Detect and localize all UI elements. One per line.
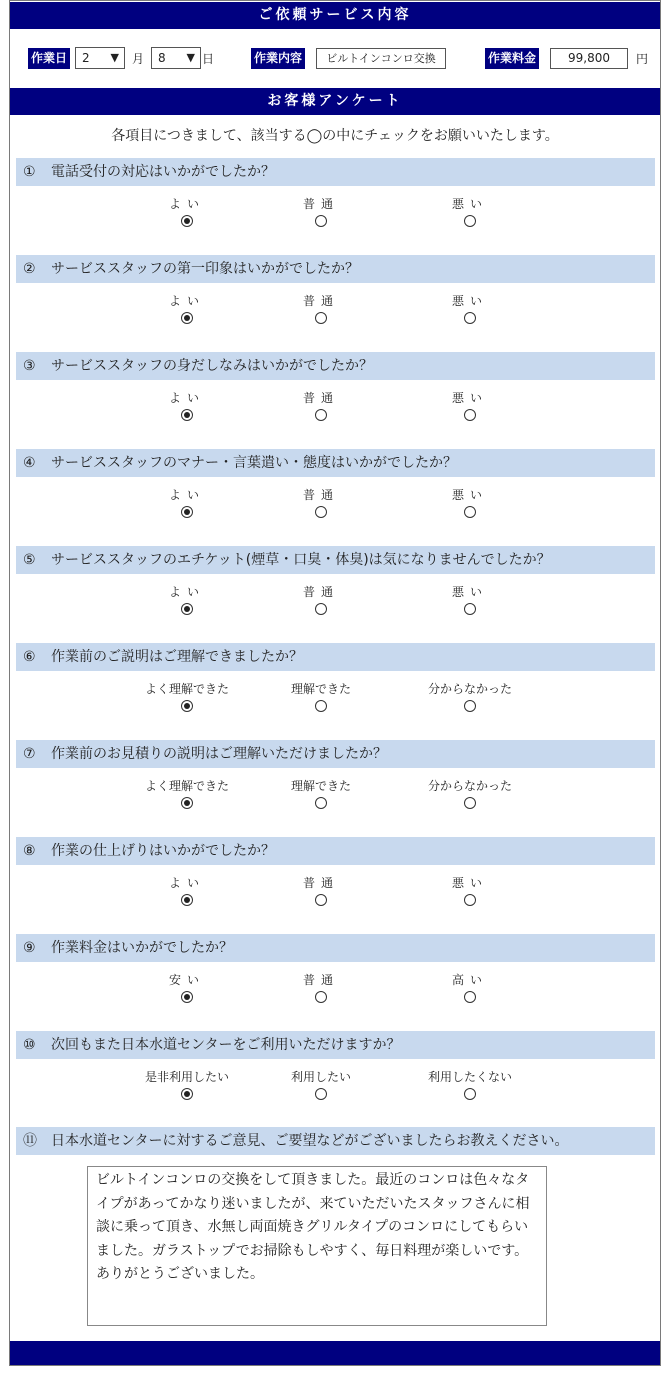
survey-form: [9, 0, 661, 1366]
question-number: ②: [23, 261, 36, 277]
question-4-header: [16, 449, 655, 477]
day-unit: 日: [202, 52, 215, 66]
day-select[interactable]: [151, 47, 201, 69]
question-3-option[interactable]: [410, 390, 530, 425]
question-9-option[interactable]: [410, 972, 530, 1007]
option-label: 悪い: [451, 391, 488, 405]
fee-value-field: 99,800: [550, 48, 628, 69]
option-label: 悪い: [451, 197, 488, 211]
question-5-option[interactable]: [261, 584, 381, 619]
option-label: 普通: [302, 197, 339, 211]
question-number: ⑥: [23, 649, 36, 665]
survey-intro: 各項目につきまして、該当する◯の中にチェックをお願いいたします。: [111, 128, 559, 144]
question-text: サービススタッフのマナー・言葉遣い・態度はいかがでしたか？: [51, 455, 457, 471]
radio-button[interactable]: [464, 991, 476, 1003]
option-label: よく理解できた: [144, 682, 229, 696]
question-10-option[interactable]: [261, 1069, 381, 1104]
question-4-option[interactable]: [261, 487, 381, 522]
question-7-option[interactable]: [410, 778, 530, 813]
question-10-option[interactable]: [127, 1069, 247, 1104]
option-label: よい: [168, 391, 205, 405]
option-label: 理解できた: [290, 779, 351, 793]
option-label: 悪い: [451, 294, 488, 308]
question-9-header: [16, 934, 655, 962]
question-4-option[interactable]: [410, 487, 530, 522]
question-number: ⑪: [23, 1133, 37, 1149]
radio-button[interactable]: [464, 506, 476, 518]
question-1-option[interactable]: [410, 196, 530, 231]
month-select[interactable]: [75, 47, 125, 69]
question-2-option[interactable]: [261, 293, 381, 328]
question-number: ⑤: [23, 552, 36, 568]
radio-button[interactable]: [464, 215, 476, 227]
radio-button[interactable]: [315, 215, 327, 227]
fee-unit: 円: [636, 52, 649, 66]
question-number: ⑨: [23, 940, 36, 956]
footer-bar: [10, 1341, 660, 1365]
radio-button[interactable]: [181, 506, 193, 518]
question-8-option[interactable]: [127, 875, 247, 910]
question-text: サービススタッフのエチケット(煙草・口臭・体臭)は気になりませんでしたか？: [51, 552, 551, 568]
radio-button[interactable]: [181, 991, 193, 1003]
question-3-option[interactable]: [261, 390, 381, 425]
question-1-header: [16, 158, 655, 186]
question-5-option[interactable]: [410, 584, 530, 619]
radio-button[interactable]: [315, 1088, 327, 1100]
radio-button[interactable]: [464, 894, 476, 906]
option-label: よい: [168, 294, 205, 308]
question-number: ③: [23, 358, 36, 374]
question-9-option[interactable]: [261, 972, 381, 1007]
question-text: 日本水道センターに対するご意見、ご要望などがございましたらお教えください。: [51, 1133, 569, 1149]
day-value: 8: [158, 51, 166, 65]
question-number: ①: [23, 164, 36, 180]
option-label: 普通: [302, 876, 339, 890]
question-number: ⑦: [23, 746, 36, 762]
question-number: ⑧: [23, 843, 36, 859]
radio-button[interactable]: [181, 603, 193, 615]
question-2-option[interactable]: [410, 293, 530, 328]
radio-button[interactable]: [464, 603, 476, 615]
radio-button[interactable]: [315, 506, 327, 518]
radio-button[interactable]: [181, 409, 193, 421]
question-text: 次回もまた日本水道センターをご利用いただけますか？: [51, 1037, 401, 1053]
option-label: 普通: [302, 585, 339, 599]
option-label: 利用したくない: [427, 1070, 512, 1084]
option-label: 是非利用したい: [144, 1070, 229, 1084]
radio-button[interactable]: [315, 409, 327, 421]
question-number: ④: [23, 455, 36, 471]
question-text: 作業前のご説明はご理解できましたか？: [51, 649, 303, 665]
option-label: 利用したい: [290, 1070, 351, 1084]
radio-button[interactable]: [315, 603, 327, 615]
question-1-option[interactable]: [261, 196, 381, 231]
question-5-option[interactable]: [127, 584, 247, 619]
question-6-option[interactable]: [410, 681, 530, 716]
radio-button[interactable]: [315, 894, 327, 906]
option-label: 分からなかった: [427, 779, 512, 793]
survey-section-title: お客様アンケート: [10, 88, 660, 115]
work-value-field: ビルトインコンロ交換: [316, 48, 446, 69]
option-label: 悪い: [451, 488, 488, 502]
radio-button[interactable]: [181, 700, 193, 712]
radio-button[interactable]: [315, 991, 327, 1003]
option-label: 普通: [302, 391, 339, 405]
question-8-header: [16, 837, 655, 865]
question-8-option[interactable]: [261, 875, 381, 910]
question-text: 作業料金はいかがでしたか？: [51, 940, 233, 956]
radio-button[interactable]: [464, 409, 476, 421]
option-label: 悪い: [451, 876, 488, 890]
question-7-option[interactable]: [261, 778, 381, 813]
question-text: 電話受付の対応はいかがでしたか？: [51, 164, 275, 180]
question-2-option[interactable]: [127, 293, 247, 328]
radio-button[interactable]: [464, 1088, 476, 1100]
month-value: 2: [82, 51, 90, 65]
chevron-down-icon: ▼: [110, 51, 119, 64]
option-label: 高い: [451, 973, 488, 987]
option-label: 普通: [302, 488, 339, 502]
option-label: 悪い: [451, 585, 488, 599]
option-label: 理解できた: [290, 682, 351, 696]
question-1-option[interactable]: [127, 196, 247, 231]
radio-button[interactable]: [464, 700, 476, 712]
question-10-option[interactable]: [410, 1069, 530, 1104]
question-3-option[interactable]: [127, 390, 247, 425]
question-2-header: [16, 255, 655, 283]
option-label: よい: [168, 197, 205, 211]
comment-textarea[interactable]: ビルトインコンロの交換をして頂きました。最近のコンロは色々なタイプがあってかなり迷いましたが、来ていただいたスタッフさんに相談に乗って頂き、水無し両面焼きグリルタイプのコンロにしてもらいました。ガラストップでお掃除もしやすく、毎日料理が楽しいです。ありがとうございました。: [87, 1166, 547, 1326]
question-5-header: [16, 546, 655, 574]
radio-button[interactable]: [464, 797, 476, 809]
question-text: 作業前のお見積りの説明はご理解いただけましたか？: [51, 746, 387, 762]
option-label: 分からなかった: [427, 682, 512, 696]
service-details-row: [10, 46, 660, 72]
question-6-option[interactable]: [127, 681, 247, 716]
question-7-header: [16, 740, 655, 768]
option-label: 普通: [302, 973, 339, 987]
radio-button[interactable]: [181, 215, 193, 227]
option-label: よい: [168, 488, 205, 502]
radio-button[interactable]: [315, 797, 327, 809]
radio-button[interactable]: [181, 312, 193, 324]
question-10-header: [16, 1031, 655, 1059]
radio-button[interactable]: [181, 894, 193, 906]
question-8-option[interactable]: [410, 875, 530, 910]
option-label: よい: [168, 585, 205, 599]
date-label: 作業日: [28, 48, 70, 69]
radio-button[interactable]: [181, 797, 193, 809]
radio-button[interactable]: [181, 1088, 193, 1100]
work-label: 作業内容: [251, 48, 305, 69]
option-label: よい: [168, 876, 205, 890]
radio-button[interactable]: [315, 700, 327, 712]
option-label: よく理解できた: [144, 779, 229, 793]
question-number: ⑩: [23, 1037, 36, 1053]
question-text: サービススタッフの身だしなみはいかがでしたか？: [51, 358, 373, 374]
chevron-down-icon: ▼: [186, 51, 195, 64]
comment-question: [16, 1127, 655, 1155]
option-label: 安い: [168, 973, 205, 987]
service-section-title: ご依頼サービス内容: [10, 2, 660, 29]
option-label: 普通: [302, 294, 339, 308]
fee-label: 作業料金: [485, 48, 539, 69]
question-4-option[interactable]: [127, 487, 247, 522]
question-9-option[interactable]: [127, 972, 247, 1007]
question-6-option[interactable]: [261, 681, 381, 716]
question-6-header: [16, 643, 655, 671]
question-text: 作業の仕上げりはいかがでしたか？: [51, 843, 275, 859]
radio-button[interactable]: [315, 312, 327, 324]
question-3-header: [16, 352, 655, 380]
radio-button[interactable]: [464, 312, 476, 324]
question-7-option[interactable]: [127, 778, 247, 813]
question-text: サービススタッフの第一印象はいかがでしたか？: [51, 261, 359, 277]
month-unit: 月: [132, 52, 145, 66]
